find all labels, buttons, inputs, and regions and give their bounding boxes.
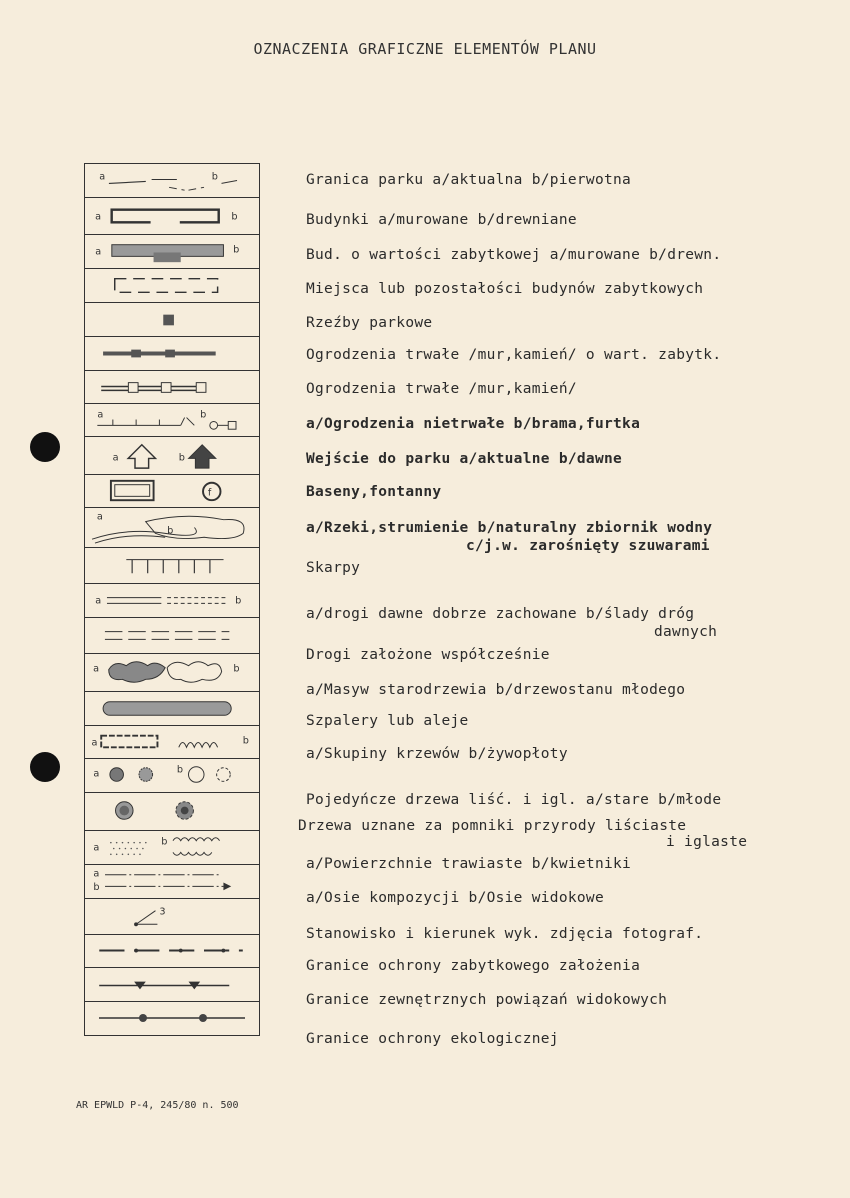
legend-label-continuation: i iglaste — [666, 834, 748, 850]
symbol-temporary-fences — [85, 404, 259, 437]
symbol-park-entrance — [85, 437, 259, 475]
svg-text:3: 3 — [159, 906, 166, 918]
legend-label: a/Skupiny krzewów b/żywopłoty — [306, 746, 568, 762]
legend-label: a/Powierzchnie trawiaste b/kwietniki — [306, 856, 632, 872]
symbol-single-trees — [85, 759, 259, 793]
symbol-lawns-flowerbeds — [85, 831, 259, 865]
punch-hole — [30, 752, 60, 782]
symbol-historic-buildings — [85, 235, 259, 269]
legend-label: Granice ochrony ekologicznej — [306, 1031, 559, 1047]
svg-text:b: b — [200, 409, 207, 421]
legend-symbol-table — [84, 163, 260, 1036]
symbol-rivers — [85, 508, 259, 548]
legend-label: a/Ogrodzenia nietrwałe b/brama,furtka — [306, 416, 641, 432]
symbol-pools-fountains — [85, 475, 259, 508]
symbol-photo-station — [85, 899, 259, 935]
svg-text:a: a — [93, 663, 100, 675]
legend-label: Bud. o wartości zabytkowej a/murowane b/drewn. — [306, 247, 722, 263]
legend-label: a/Osie kompozycji b/Osie widokowe — [306, 890, 604, 906]
symbol-fences — [85, 371, 259, 404]
symbol-buildings — [85, 198, 259, 235]
legend-label: a/drogi dawne dobrze zachowane b/ślady dróg — [306, 606, 695, 622]
symbol-alleys — [85, 692, 259, 726]
legend-label: Baseny,fontanny — [306, 484, 442, 500]
legend-label: Drogi założone współcześnie — [306, 647, 550, 663]
symbol-ecological-protection-boundary — [85, 1002, 259, 1035]
svg-text:a: a — [91, 737, 98, 749]
svg-text:f: f — [207, 487, 212, 499]
legend-label: Miejsca lub pozostałości budynów zabytkowych — [306, 281, 704, 297]
page-title: OZNACZENIA GRAFICZNE ELEMENTÓW PLANU — [253, 40, 597, 58]
svg-text:b: b — [93, 882, 100, 894]
svg-text:a: a — [95, 246, 102, 258]
legend-label: Drzewa uznane za pomniki przyrody liściaste — [298, 818, 687, 834]
legend-label: Szpalery lub aleje — [306, 713, 469, 729]
svg-text:b: b — [235, 595, 242, 607]
svg-text:a: a — [93, 868, 100, 880]
svg-text:a: a — [93, 768, 100, 780]
symbol-shrubs-hedges — [85, 726, 259, 759]
legend-label: Pojedyńcze drzewa liść. i igl. a/stare b/młode — [306, 792, 722, 808]
svg-text:b: b — [233, 663, 240, 675]
legend-label: Skarpy — [306, 560, 361, 576]
legend-label-continuation: dawnych — [654, 624, 718, 640]
symbol-park-boundary — [85, 164, 259, 198]
symbol-historic-fences — [85, 337, 259, 371]
legend-label: Budynki a/murowane b/drewniane — [306, 212, 577, 228]
svg-text:a: a — [95, 211, 102, 223]
symbol-building-remains — [85, 269, 259, 303]
svg-text:b: b — [211, 171, 218, 183]
symbol-sculptures — [85, 303, 259, 337]
symbol-old-growth-stand — [85, 654, 259, 692]
legend-label: Granica parku a/aktualna b/pierwotna — [306, 172, 632, 188]
symbol-heritage-protection-boundary — [85, 935, 259, 968]
document-footer-code: AR EPWLD P-4, 245/80 n. 500 — [76, 1100, 239, 1111]
svg-text:a: a — [96, 511, 103, 523]
symbol-modern-roads — [85, 618, 259, 654]
legend-label: Wejście do parku a/aktualne b/dawne — [306, 451, 623, 467]
svg-text:b: b — [176, 764, 184, 776]
legend-label: Rzeźby parkowe — [306, 315, 433, 331]
legend-label: a/Masyw starodrzewia b/drzewostanu młodego — [306, 682, 686, 698]
legend-label: Ogrodzenia trwałe /mur,kamień/ — [306, 381, 577, 397]
svg-text:b: b — [178, 452, 185, 464]
legend-label: Granice zewnętrznych powiązań widokowych — [306, 992, 668, 1008]
svg-text:a: a — [95, 595, 102, 607]
legend-label: Stanowisko i kierunek wyk. zdjęcia fotograf. — [306, 926, 704, 942]
svg-text:b: b — [231, 211, 238, 223]
legend-label: a/Rzeki,strumienie b/naturalny zbiornik wodny — [306, 520, 713, 536]
symbol-old-roads — [85, 584, 259, 618]
punch-hole — [30, 432, 60, 462]
svg-text:a: a — [99, 171, 106, 183]
legend-label-continuation: c/j.w. zarośnięty szuwarami — [466, 538, 710, 554]
symbol-view-links-boundary — [85, 968, 259, 1002]
symbol-slopes — [85, 548, 259, 584]
svg-text:a: a — [112, 452, 119, 464]
legend-label: Granice ochrony zabytkowego założenia — [306, 958, 641, 974]
symbol-monument-trees — [85, 793, 259, 831]
symbol-composition-axes — [85, 865, 259, 899]
svg-text:a: a — [97, 409, 104, 421]
svg-text:b: b — [233, 244, 240, 256]
legend-label: Ogrodzenia trwałe /mur,kamień/ o wart. zabytk. — [306, 347, 722, 363]
svg-text:a: a — [93, 842, 100, 854]
svg-text:b: b — [167, 525, 174, 537]
svg-text:b: b — [161, 836, 168, 848]
svg-text:b: b — [242, 735, 249, 747]
